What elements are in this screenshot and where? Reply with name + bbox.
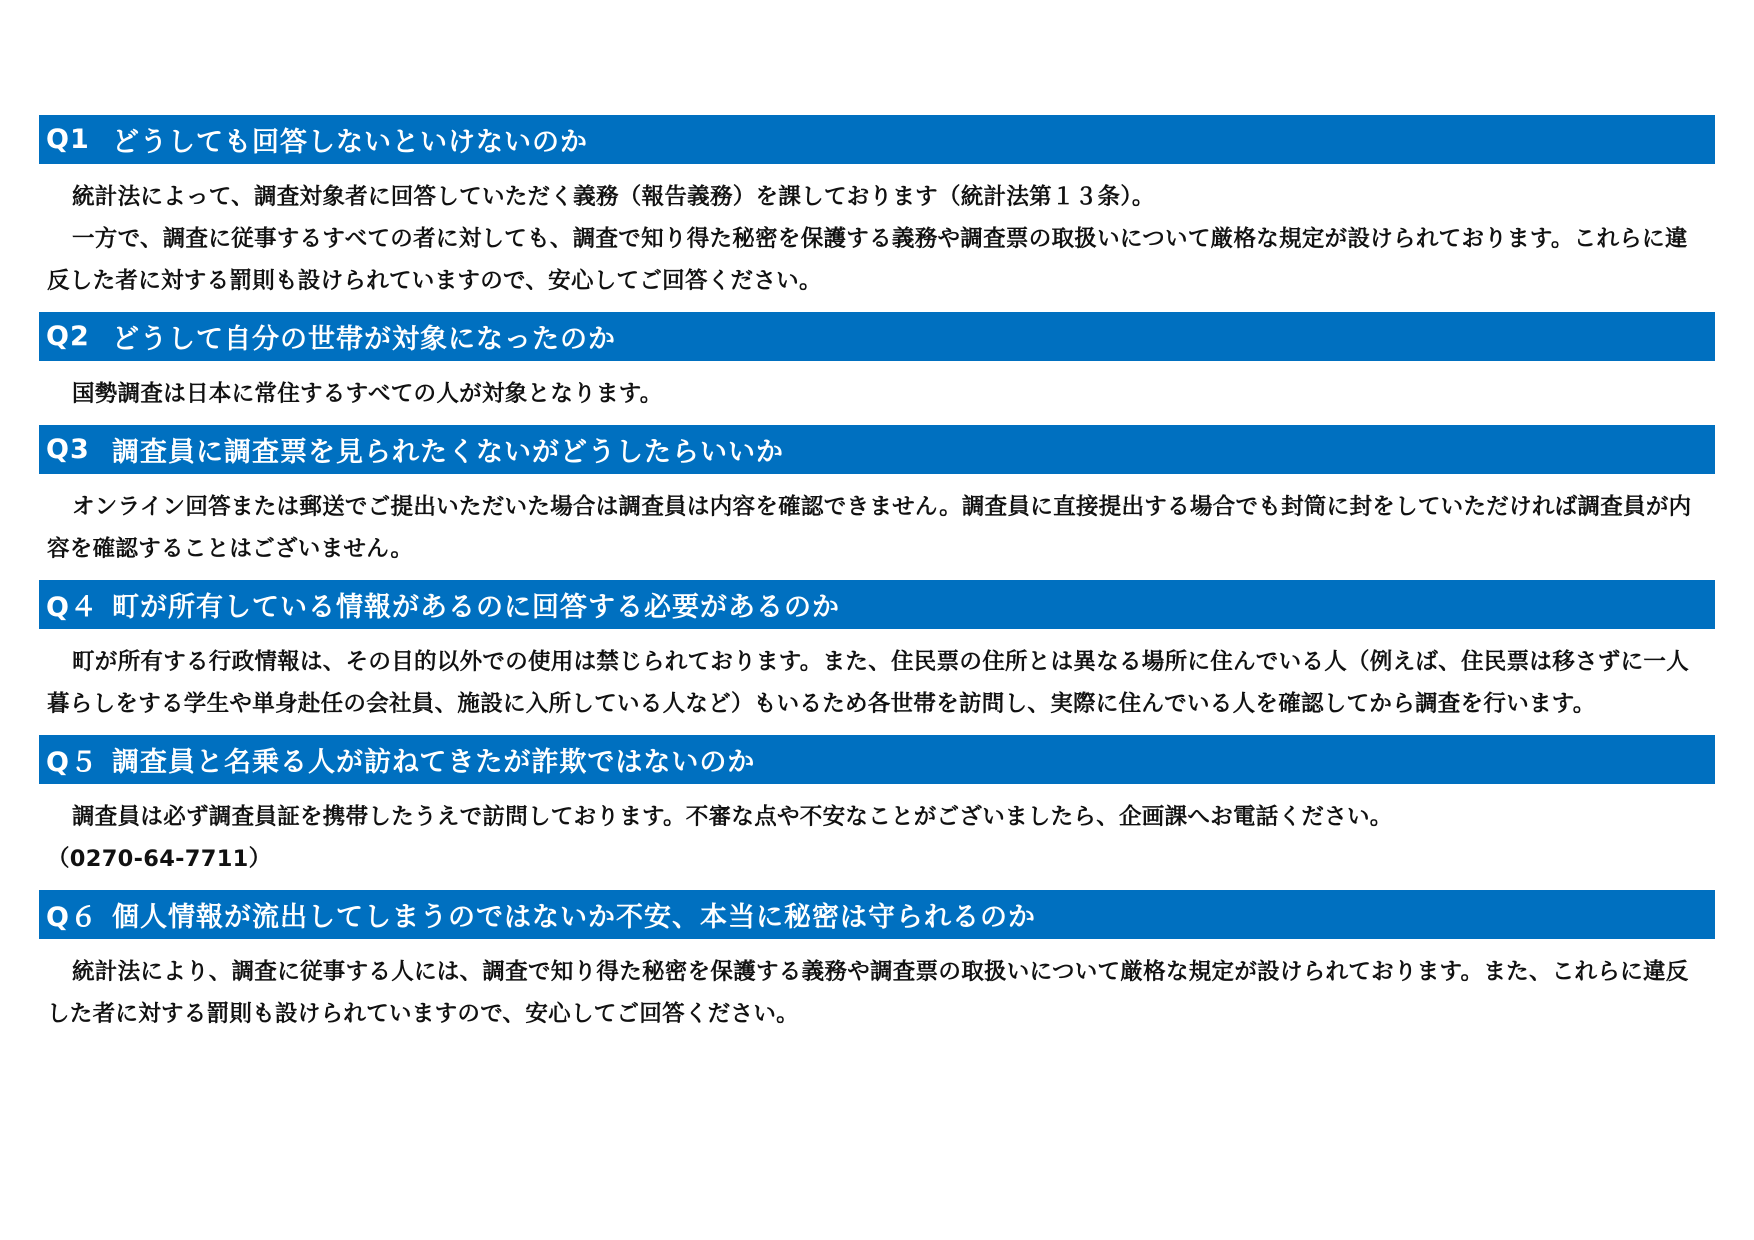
phone-number: （0270-64-7711） (47, 846, 272, 872)
question-header (39, 115, 1715, 164)
question-text: 個人情報が流出してしまうのではないか不安、本当に秘密は守られるのか (112, 902, 1036, 933)
answer-paragraph: 町が所有する行政情報は、その目的以外での使用は禁じられております。また、住民票の住所とは異なる場所に住んでいる人（例えば、住民票は移さずに一人暮らしをする学生や単身赴任の会社員、施設に入所している人など）もいるため各世帯を訪問し、実際に住んでいる人を確認してから調査を行います。 (47, 649, 1690, 717)
faq-item-q6 (39, 890, 1715, 1045)
faq-item-q5 (39, 735, 1715, 890)
faq-item-q3 (39, 425, 1715, 580)
question-number: Q４ (46, 592, 98, 623)
question-text: 調査員と名乗る人が訪ねてきたが詐欺ではないのか (112, 747, 756, 778)
question-text: 調査員に調査票を見られたくないがどうしたらいいか (112, 437, 784, 468)
answer-text (39, 361, 1715, 425)
question-number: Q3 (46, 434, 90, 465)
answer-text (39, 629, 1715, 735)
question-header (39, 890, 1715, 939)
question-text: どうしても回答しないといけないのか (112, 127, 588, 158)
question-number: Q1 (46, 124, 90, 155)
answer-text (39, 784, 1715, 890)
question-header (39, 580, 1715, 629)
answer-paragraph: 一方で、調査に従事するすべての者に対しても、調査で知り得た秘密を保護する義務や調査票の取扱いについて厳格な規定が設けられております。これらに違反した者に対する罰則も設けられていますので、安心してご回答ください。 (47, 226, 1688, 294)
answer-text (39, 474, 1715, 580)
answer-paragraph: 調査員は必ず調査員証を携帯したうえで訪問しております。不審な点や不安なことがございましたら、企画課へお電話ください。 (72, 804, 1393, 830)
answer-paragraph: 国勢調査は日本に常住するすべての人が対象となります。 (72, 381, 663, 407)
faq-item-q4 (39, 580, 1715, 735)
question-number: Q2 (46, 321, 90, 352)
answer-text (39, 939, 1715, 1045)
answer-paragraph: オンライン回答または郵送でご提出いただいた場合は調査員は内容を確認できません。調査員に直接提出する場合でも封筒に封をしていただければ調査員が内容を確認することはございません。 (47, 494, 1692, 562)
faq-list (39, 115, 1715, 1045)
answer-text (39, 164, 1715, 312)
answer-paragraph: 統計法によって、調査対象者に回答していただく義務（報告義務）を課しております（統計法第１３条）。 (72, 184, 1155, 210)
question-header (39, 312, 1715, 361)
question-number: Q６ (46, 902, 98, 933)
question-text: 町が所有している情報があるのに回答する必要があるのか (112, 592, 840, 623)
question-header (39, 425, 1715, 474)
answer-paragraph: 統計法により、調査に従事する人には、調査で知り得た秘密を保護する義務や調査票の取扱いについて厳格な規定が設けられております。また、これらに違反した者に対する罰則も設けられていますので、安心してご回答ください。 (47, 959, 1689, 1027)
question-text: どうして自分の世帯が対象になったのか (112, 324, 616, 355)
faq-item-q2 (39, 312, 1715, 425)
faq-item-q1 (39, 115, 1715, 312)
question-number: Q５ (46, 747, 98, 778)
question-header (39, 735, 1715, 784)
